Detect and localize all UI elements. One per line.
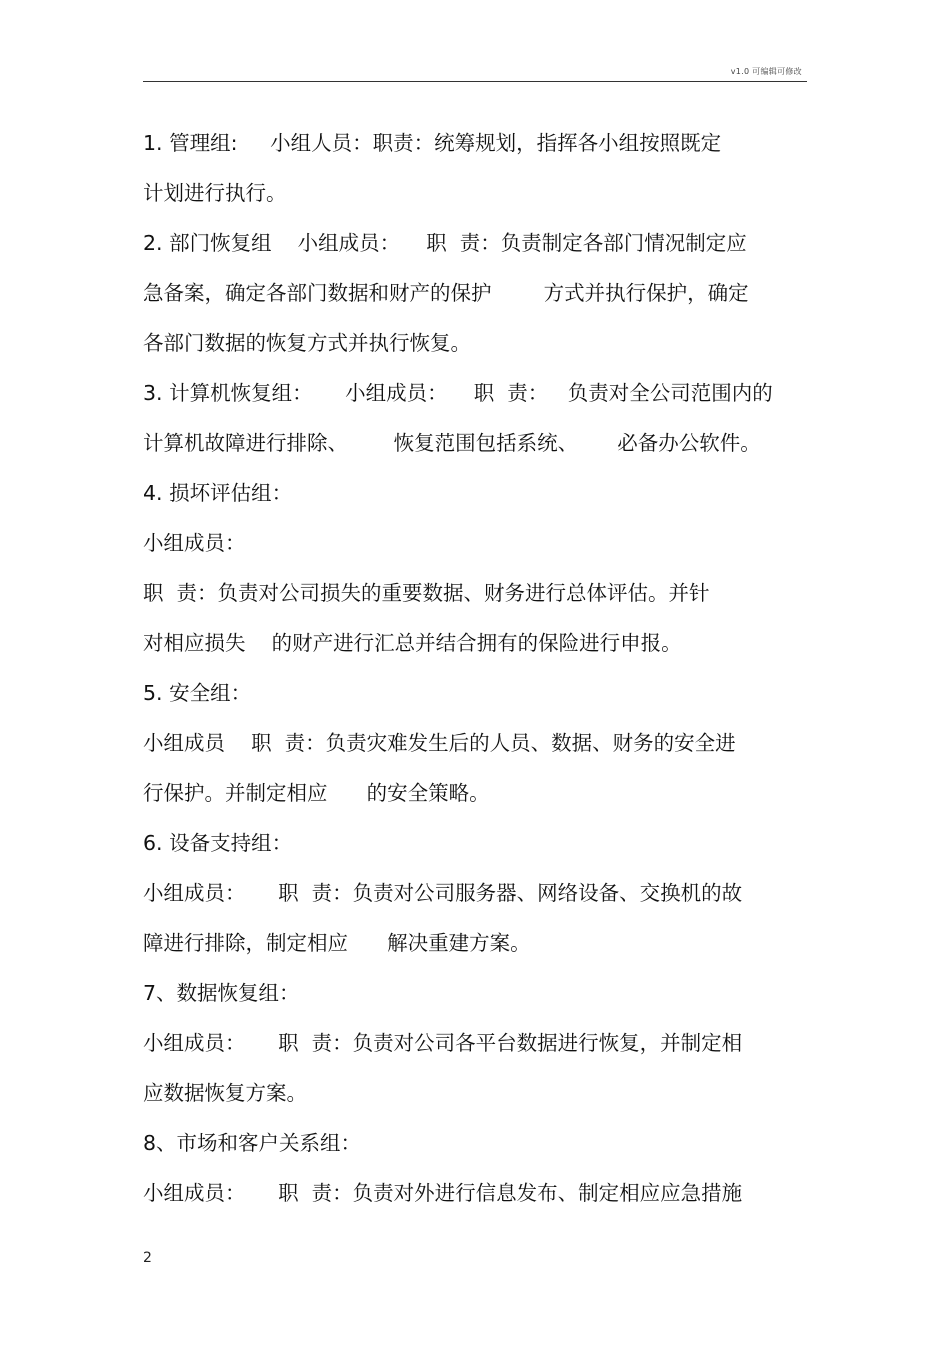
text-line: 小组成员： 职 责：负责对公司各平台数据进行恢复，并制定相 bbox=[143, 1031, 743, 1055]
text-line: 小组成员 职 责：负责灾难发生后的人员、数据、财务的安全进 bbox=[143, 731, 736, 755]
text-line: 计算机故障进行排除、 恢复范围包括系统、 必备办公软件。 bbox=[143, 431, 761, 455]
document-body bbox=[143, 118, 808, 1218]
text-line: 急备案，确定各部门数据和财产的保护 方式并执行保护，确定 bbox=[143, 281, 749, 305]
text-line: 小组成员： bbox=[143, 531, 246, 555]
text-line: 2. 部门恢复组 小组成员： 职 责：负责制定各部门情况制定应 bbox=[143, 231, 747, 255]
text-line: 行保护。并制定相应 的安全策略。 bbox=[143, 781, 490, 805]
text-line: 4. 损坏评估组： bbox=[143, 481, 293, 505]
text-line: 小组成员： 职 责：负责对公司服务器、网络设备、交换机的故 bbox=[143, 881, 743, 905]
text-line: 职 责：负责对公司损失的重要数据、财务进行总体评估。并针 bbox=[143, 581, 710, 605]
text-line: 对相应损失 的财产进行汇总并结合拥有的保险进行申报。 bbox=[143, 631, 682, 655]
text-line: 小组成员： 职 责：负责对外进行信息发布、制定相应应急措施 bbox=[143, 1181, 743, 1205]
text-line: 3. 计算机恢复组： 小组成员： 职 责： 负责对全公司范围内的 bbox=[143, 381, 773, 405]
text-line: 障进行排除，制定相应 解决重建方案。 bbox=[143, 931, 531, 955]
text-line: 8、市场和客户关系组： bbox=[143, 1131, 362, 1155]
text-line: 1. 管理组: 小组人员：职责：统筹规划，指挥各小组按照既定 bbox=[143, 131, 722, 155]
text-line: 7、数据恢复组： bbox=[143, 981, 300, 1005]
text-line: 计划进行执行。 bbox=[143, 181, 287, 205]
header-note: v1.0 可编辑可修改 bbox=[730, 67, 802, 76]
header-divider bbox=[143, 81, 807, 82]
text-line: 5. 安全组： bbox=[143, 681, 252, 705]
text-line: 6. 设备支持组： bbox=[143, 831, 293, 855]
page-number: 2 bbox=[143, 1250, 152, 1266]
text-line: 各部门数据的恢复方式并执行恢复。 bbox=[143, 331, 471, 355]
text-line: 应数据恢复方案。 bbox=[143, 1081, 307, 1105]
